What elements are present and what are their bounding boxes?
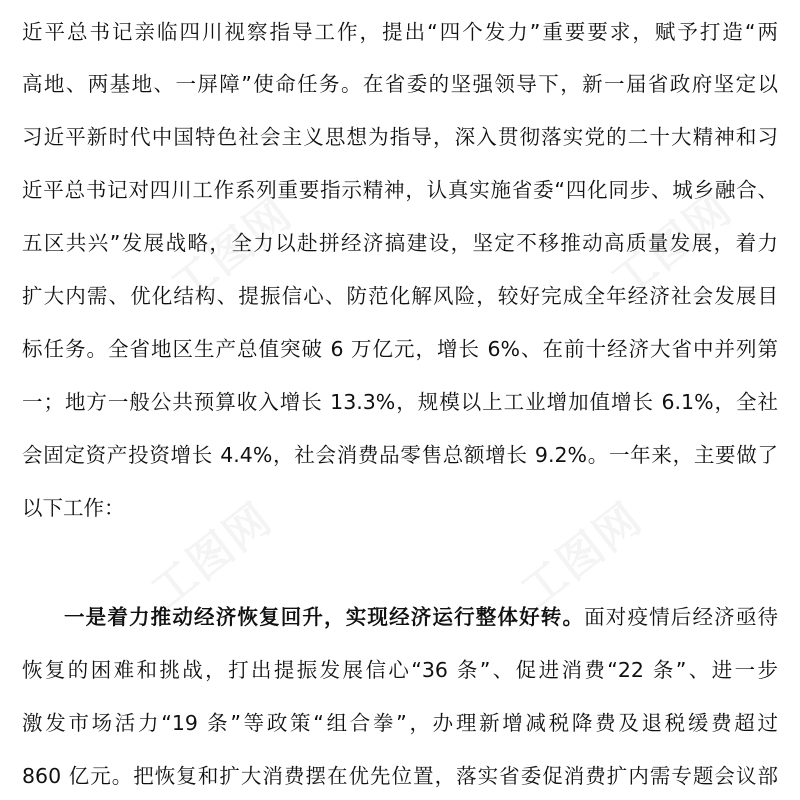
paragraph-line: 标任务。全省地区生产总值突破 6 万亿元，增长 6%、在前十经济大省中并列第: [22, 337, 778, 361]
paragraph-line: 高地、两基地、一屏障”使命任务。在省委的坚强领导下，新一届省政府坚定以: [22, 72, 778, 96]
section-first-line: [64, 597, 778, 637]
watermark: 工图网: [511, 492, 652, 619]
section-first-line-rest: 面对疫情后经济亟待: [584, 605, 778, 629]
watermark: 工图网: [601, 182, 742, 309]
paragraph-line: 一；地方一般公共预算收入增长 13.3%，规模以上工业增加值增长 6.1%，全社: [22, 390, 778, 414]
paragraph-line: 以下工作：: [22, 496, 125, 520]
paragraph-line: 扩大内需、优化结构、提振信心、防范化解风险，较好完成全年经济社会发展目: [22, 284, 778, 308]
paragraph-line: 激发市场活力“19 条”等政策“组合拳”，办理新增减税降费及退税缓费超过: [22, 711, 778, 735]
paragraph-line: 恢复的困难和挑战，打出提振发展信心“36 条”、促进消费“22 条”、进一步: [22, 658, 778, 682]
paragraph-line: 习近平新时代中国特色社会主义思想为指导，深入贯彻落实党的二十大精神和习: [22, 125, 778, 149]
watermark: 工图网: [161, 187, 302, 314]
paragraph-line: 860 亿元。把恢复和扩大消费摆在优先位置，落实省委促消费扩内需专题会议部: [22, 764, 778, 788]
watermark: 工图网: [141, 492, 282, 619]
paragraph-line: 近平总书记对四川工作系列重要指示精神，认真实施省委“四化同步、城乡融合、: [22, 178, 778, 202]
paragraph-line: 近平总书记亲临四川视察指导工作，提出“四个发力”重要要求，赋予打造“两: [22, 20, 778, 44]
paragraph-line: 五区共兴”发展战略，全力以赴拼经济搞建设，坚定不移推动高质量发展，着力: [22, 231, 778, 255]
paragraph-line: 会固定资产投资增长 4.4%，社会消费品零售总额增长 9.2%。一年来，主要做了: [22, 443, 778, 467]
section-heading: 一是着力推动经济恢复回升，实现经济运行整体好转。: [64, 605, 585, 629]
